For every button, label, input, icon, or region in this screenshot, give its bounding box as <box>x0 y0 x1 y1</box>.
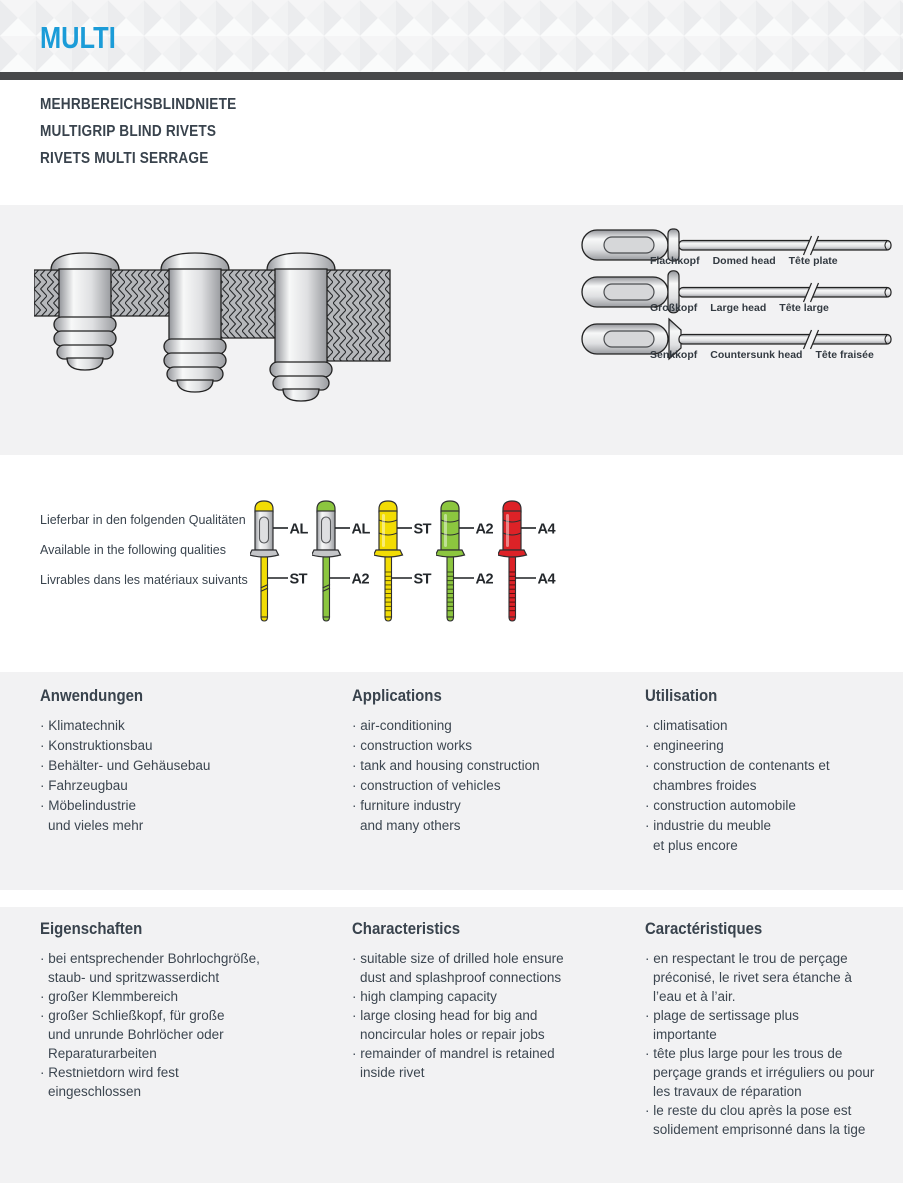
column-eigenschaften <box>40 919 320 1101</box>
list-item: · high clamping capacity <box>352 989 497 1004</box>
list-item: · engineering <box>645 738 724 753</box>
list-item-continuation: importante <box>653 1027 717 1042</box>
list-item-continuation: solidement emprisonné dans la tige <box>653 1122 866 1137</box>
quality-rivet-ST-ST <box>374 500 438 632</box>
column-anwendungen <box>40 686 320 836</box>
list-item: · furniture industry <box>352 798 461 813</box>
column-caract-ristiques <box>645 919 903 1139</box>
quality-rivet-AL-ST <box>250 500 314 632</box>
list-item: · large closing head for big and <box>352 1008 538 1023</box>
list-item: · climatisation <box>645 718 728 733</box>
head-type-labels <box>650 302 842 314</box>
list-item-continuation: perçage grands et irréguliers ou pour <box>653 1065 875 1080</box>
svg-text:A2: A2 <box>351 571 370 588</box>
quality-rivet-drawing <box>436 500 500 627</box>
rivet-cross-section-illustration <box>34 247 396 417</box>
applications-section <box>0 672 903 890</box>
list-item: · remainder of mandrel is retained <box>352 1046 555 1061</box>
list-item-continuation: dust and splashproof connections <box>360 970 562 985</box>
list-item: · Konstruktionsbau <box>40 738 153 753</box>
list-item: · Restnietdorn wird fest <box>40 1065 179 1080</box>
list-item: · suitable size of drilled hole ensure <box>352 951 564 966</box>
head-type-label: Großkopf <box>650 302 698 314</box>
subtitle-en: MULTIGRIP BLIND RIVETS <box>40 123 217 140</box>
bullet-list <box>352 949 632 1082</box>
svg-text:AL: AL <box>289 521 308 538</box>
column-heading-text: Caractéristiques <box>645 919 763 938</box>
bullet-list <box>645 716 903 856</box>
bullet-list <box>352 716 632 836</box>
characteristics-section <box>0 907 903 1183</box>
head-type-label: Large head <box>710 302 767 314</box>
list-item-continuation: staub- und spritzwasserdicht <box>48 970 220 985</box>
list-item: · großer Schließkopf, für große <box>40 1008 225 1023</box>
list-item: · construction automobile <box>645 798 796 813</box>
illustration-band <box>0 205 903 455</box>
qualities-intro-fr: Livrables dans les matériaux suivants <box>40 573 248 587</box>
head-type-labels <box>650 255 851 267</box>
qualities-intro-en: Available in the following qualities <box>40 543 226 557</box>
list-item: · le reste du clou après la pose est <box>645 1103 852 1118</box>
subtitle-de: MEHRBEREICHSBLINDNIETE <box>40 96 237 113</box>
page-title-text: MULTI <box>40 20 116 55</box>
list-item-continuation: inside rivet <box>360 1065 425 1080</box>
svg-text:ST: ST <box>413 571 432 588</box>
quality-rivet-A2-A2 <box>436 500 500 632</box>
head-type-labels <box>650 349 887 361</box>
column-heading <box>645 919 903 939</box>
list-item-continuation: l’eau et à l’air. <box>653 989 736 1004</box>
list-item-continuation: eingeschlossen <box>48 1084 142 1099</box>
list-item: · construction works <box>352 738 473 753</box>
list-item: · Möbelindustrie <box>40 798 137 813</box>
quality-rivet-drawing <box>312 500 376 627</box>
column-heading-text: Anwendungen <box>40 686 144 705</box>
page-title <box>40 22 132 53</box>
quality-rivets <box>0 455 903 672</box>
column-heading <box>40 686 320 706</box>
column-heading-text: Applications <box>352 686 442 705</box>
svg-text:A2: A2 <box>475 521 494 538</box>
column-utilisation <box>645 686 903 856</box>
head-type-row-countersunk <box>580 317 903 364</box>
head-types-list <box>580 223 903 364</box>
list-item-continuation: und vieles mehr <box>48 818 144 833</box>
list-item: · en respectant le trou de perçage <box>645 951 848 966</box>
qualities-intro-de: Lieferbar in den folgenden Qualitäten <box>40 513 246 527</box>
head-type-label: Tête fraisée <box>815 349 874 361</box>
list-item: · großer Klemmbereich <box>40 989 179 1004</box>
head-type-label: Tête large <box>779 302 829 314</box>
svg-text:A2: A2 <box>475 571 494 588</box>
list-item-continuation: chambres froides <box>653 778 757 793</box>
column-applications <box>352 686 632 836</box>
list-item: · Fahrzeugbau <box>40 778 128 793</box>
qualities-section <box>0 455 903 672</box>
head-type-label: Senkkopf <box>650 349 698 361</box>
column-heading <box>645 686 903 706</box>
list-item: · Klimatechnik <box>40 718 125 733</box>
list-item-continuation: Reparaturarbeiten <box>48 1046 157 1061</box>
column-heading-text: Utilisation <box>645 686 718 705</box>
quality-rivet-A4-A4 <box>498 500 562 632</box>
head-type-label: Domed head <box>712 255 776 267</box>
list-item-continuation: préconisé, le rivet sera étanche à <box>653 970 852 985</box>
svg-text:ST: ST <box>413 521 432 538</box>
head-type-label: Tête plate <box>788 255 838 267</box>
list-item: · Behälter- und Gehäusebau <box>40 758 211 773</box>
list-item: · construction de contenants et <box>645 758 830 773</box>
list-item: · tank and housing construction <box>352 758 540 773</box>
bullet-list <box>645 949 903 1139</box>
quality-rivet-drawing <box>498 500 562 627</box>
list-item: · bei entsprechender Bohrlochgröße, <box>40 951 260 966</box>
list-item-continuation: les travaux de réparation <box>653 1084 802 1099</box>
head-type-row-domed <box>580 223 903 270</box>
triangle-pattern-background <box>0 0 903 72</box>
svg-text:AL: AL <box>351 521 370 538</box>
bullet-list <box>40 949 320 1101</box>
quality-rivet-AL-A2 <box>312 500 376 632</box>
header-banner <box>0 0 903 72</box>
list-item: · air-conditioning <box>352 718 452 733</box>
head-type-label: Countersunk head <box>710 349 803 361</box>
column-characteristics <box>352 919 632 1082</box>
head-type-label: Flachkopf <box>650 255 700 267</box>
cross-section-drawing <box>34 247 396 412</box>
quality-rivet-drawing <box>374 500 438 627</box>
head-type-row-large <box>580 270 903 317</box>
bullet-list <box>40 716 320 836</box>
column-heading <box>40 919 320 939</box>
subtitle-block <box>40 96 263 177</box>
list-item: · industrie du meuble <box>645 818 772 833</box>
column-heading-text: Eigenschaften <box>40 919 143 938</box>
list-item: · plage de sertissage plus <box>645 1008 799 1023</box>
quality-rivet-drawing <box>250 500 314 627</box>
list-item-continuation: et plus encore <box>653 838 738 853</box>
column-heading-text: Characteristics <box>352 919 461 938</box>
svg-text:ST: ST <box>289 571 308 588</box>
column-heading <box>352 919 632 939</box>
column-heading <box>352 686 632 706</box>
subtitle-fr: RIVETS MULTI SERRAGE <box>40 150 209 167</box>
list-item: · construction of vehicles <box>352 778 501 793</box>
svg-text:A4: A4 <box>537 571 556 588</box>
list-item-continuation: und unrunde Bohrlöcher oder <box>48 1027 224 1042</box>
svg-text:A4: A4 <box>537 521 556 538</box>
list-item: · tête plus large pour les trous de <box>645 1046 843 1061</box>
list-item-continuation: noncircular holes or repair jobs <box>360 1027 545 1042</box>
header-divider-bar <box>0 72 903 80</box>
list-item-continuation: and many others <box>360 818 461 833</box>
